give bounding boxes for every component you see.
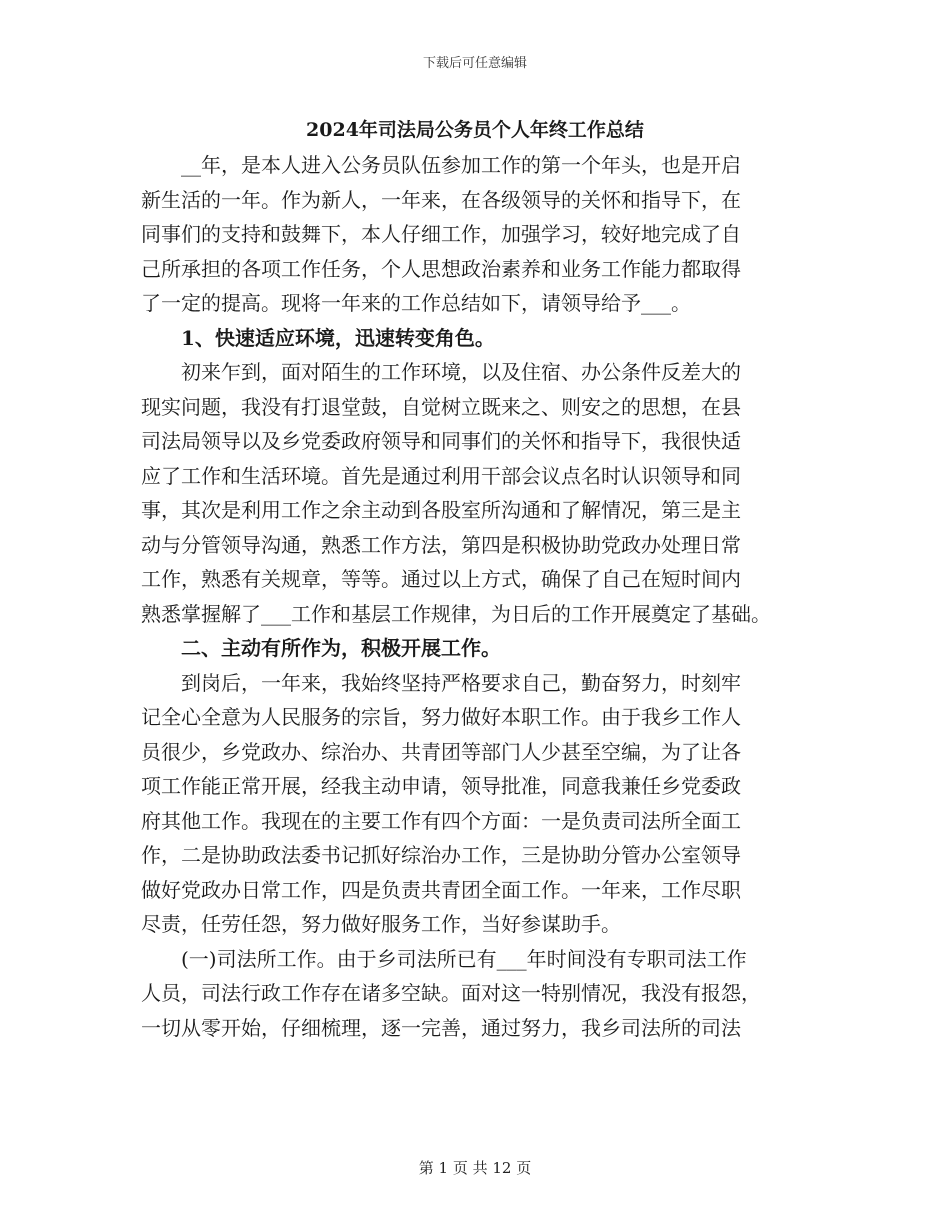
body-line: 到岗后，一年来，我始终坚持严格要求自己，勤奋努力，时刻牢 <box>141 670 741 695</box>
body-line: 了一定的提高。现将一年来的工作总结如下，请领导给予___。 <box>141 291 691 315</box>
body-line: 记全心全意为人民服务的宗旨，努力做好本职工作。由于我乡工作人 <box>141 705 741 729</box>
body-line: 做好党政办日常工作，四是负责共青团全面工作。一年来，工作尽职 <box>141 877 741 902</box>
body-line: 初来乍到，面对陌生的工作环境，以及住宿、办公条件反差大的 <box>141 360 741 384</box>
body-line: 人员，司法行政工作存在诸多空缺。面对这一特别情况，我没有报怨， <box>141 981 761 1005</box>
page-header-note: 下载后可任意编辑 <box>422 56 527 71</box>
document-title: 2024年司法局公务员个人年终工作总结 <box>306 119 644 141</box>
body-line: 府其他工作。我现在的主要工作有四个方面：一是负责司法所全面工 <box>141 808 741 833</box>
page-number-footer: 第 1 页 共 12 页 <box>418 1159 532 1177</box>
body-line: 尽责，任劳任怨，努力做好服务工作，当好参谋助手。 <box>141 912 621 936</box>
body-line: 熟悉掌握解了___工作和基层工作规律，为日后的工作开展奠定了基础。 <box>141 601 771 626</box>
body-line: 项工作能正常开展，经我主动申请，领导批准，同意我兼任乡党委政 <box>141 774 741 798</box>
body-line: __年，是本人进入公务员队伍参加工作的第一个年头，也是开启 <box>141 153 741 177</box>
body-line: 作，二是协助政法委书记抓好综治办工作，三是协助分管办公室领导 <box>141 843 741 867</box>
body-line: 现实问题，我没有打退堂鼓，自觉树立既来之、则安之的思想，在县 <box>141 394 741 419</box>
body-line: 新生活的一年。作为新人，一年来，在各级领导的关怀和指导下，在 <box>141 187 741 212</box>
body-line: 事，其次是利用工作之余主动到各股室所沟通和了解情况，第三是主 <box>141 498 741 522</box>
body-line: 司法局领导以及乡党委政府领导和同事们的关怀和指导下，我很快适 <box>141 429 741 453</box>
body-line: 应了工作和生活环境。首先是通过利用干部会议点名时认识领导和同 <box>141 463 741 488</box>
section-heading-2: 二、主动有所作为，积极开展工作。 <box>141 636 501 660</box>
body-line: 员很少，乡党政办、综治办、共青团等部门人少甚至空编，为了让各 <box>141 739 741 764</box>
section-heading-1: 1、快速适应环境，迅速转变角色。 <box>141 325 495 350</box>
body-line: (一)司法所工作。由于乡司法所已有___年时间没有专职司法工作 <box>141 946 747 971</box>
body-line: 动与分管领导沟通，熟悉工作方法，第四是积极协助党政办处理日常 <box>141 532 741 557</box>
body-line: 一切从零开始，仔细梳理，逐一完善，通过努力，我乡司法所的司法 <box>141 1015 741 1040</box>
body-line: 同事们的支持和鼓舞下，本人仔细工作，加强学习，较好地完成了自 <box>141 222 741 246</box>
document-body <box>141 148 821 1045</box>
body-line: 己所承担的各项工作任务，个人思想政治素养和业务工作能力都取得 <box>141 256 741 281</box>
body-line: 工作，熟悉有关规章，等等。通过以上方式，确保了自己在短时间内 <box>141 567 741 591</box>
